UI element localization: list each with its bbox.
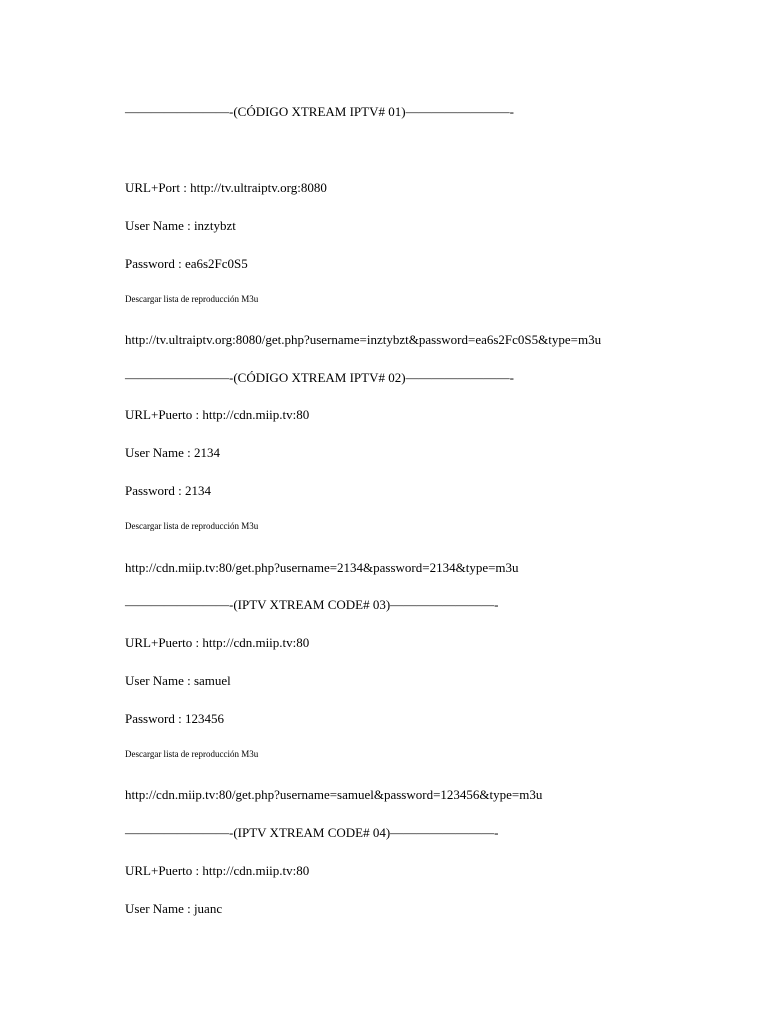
section-heading-04: ————————-(IPTV XTREAM CODE# 04)————————- [125, 825, 499, 840]
username-line: User Name : samuel [125, 673, 231, 688]
playlist-url: http://tv.ultraiptv.org:8080/get.php?username=inztybzt&password=ea6s2Fc0S5&type=m3u [125, 332, 602, 347]
section-heading-03: ————————-(IPTV XTREAM CODE# 03)————————- [125, 597, 499, 612]
password-line: Password : 2134 [125, 483, 211, 498]
section-heading-01: ————————-(CÓDIGO XTREAM IPTV# 01)————————- [125, 104, 514, 119]
url-port-line: URL+Puerto : http://cdn.miip.tv:80 [125, 407, 310, 422]
playlist-label: Descargar lista de reproducción M3u [125, 294, 259, 304]
playlist-label: Descargar lista de reproducción M3u [125, 521, 259, 531]
username-line: User Name : 2134 [125, 445, 220, 460]
username-line: User Name : inztybzt [125, 218, 236, 233]
url-port-line: URL+Puerto : http://cdn.miip.tv:80 [125, 863, 310, 878]
playlist-url: http://cdn.miip.tv:80/get.php?username=2134&password=2134&type=m3u [125, 560, 519, 575]
password-line: Password : ea6s2Fc0S5 [125, 256, 248, 271]
url-port-line: URL+Port : http://tv.ultraiptv.org:8080 [125, 180, 327, 195]
username-line: User Name : juanc [125, 901, 223, 916]
playlist-label: Descargar lista de reproducción M3u [125, 749, 259, 759]
url-port-line: URL+Puerto : http://cdn.miip.tv:80 [125, 635, 310, 650]
playlist-url: http://cdn.miip.tv:80/get.php?username=samuel&password=123456&type=m3u [125, 787, 543, 802]
section-heading-02: ————————-(CÓDIGO XTREAM IPTV# 02)————————- [125, 370, 514, 385]
password-line: Password : 123456 [125, 711, 224, 726]
